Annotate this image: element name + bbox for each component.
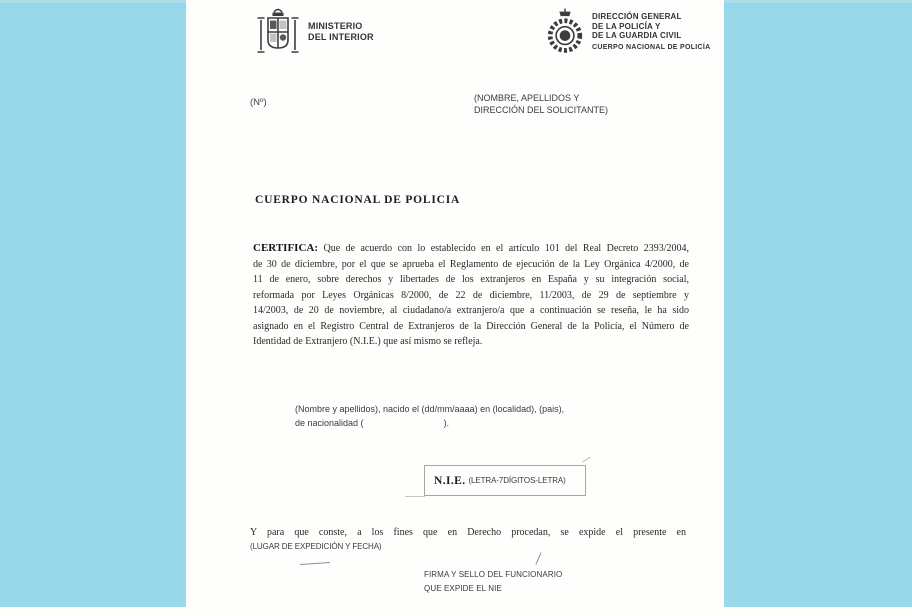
scan-artifact-slash	[535, 552, 541, 564]
police-corps-name: CUERPO NACIONAL DE POLICÍA	[592, 43, 711, 51]
person-details-line1: (Nombre y apellidos), nacido el (dd/mm/aaaa) en (localidad), (pais),	[295, 404, 565, 414]
signature-label	[424, 568, 562, 596]
signature-line2: QUE EXPIDE EL NIE	[424, 584, 502, 593]
nationality-prefix: de nacionalidad (	[295, 417, 364, 428]
certification-line-text: Que de acuerdo con lo establecido en el artículo 101 del Real Decreto 2393/2004,	[323, 243, 690, 254]
place-date-label: (LUGAR DE EXPEDICIÓN Y FECHA)	[250, 542, 382, 551]
ministry-name-line2: DEL INTERIOR	[308, 32, 374, 42]
certification-line: 11 de enero, sobre derechos y libertades de los extranjeros en España y su integración social,	[253, 274, 689, 285]
national-police-badge-icon	[544, 8, 586, 60]
applicant-address-label	[474, 92, 608, 116]
certification-line: Identidad de Extranjero (N.I.E.) que así mismo se refleja.	[253, 336, 483, 347]
scan-artifact-tick	[582, 457, 590, 463]
certification-line: reformada por Leyes Orgánicas 8/2000, de 22 de diciembre, 11/2003, de 29 de septiembre y	[253, 289, 689, 301]
document-title: CUERPO NACIONAL DE POLICIA	[255, 194, 461, 206]
person-details-placeholder	[295, 403, 564, 430]
certification-line	[253, 241, 689, 257]
applicant-address-line2: DIRECCIÓN DEL SOLICITANTE)	[474, 105, 609, 115]
police-directorate-line1: DIRECCIÓN GENERAL	[592, 12, 682, 21]
closing-statement: Y para que conste, a los fines que en Derecho procedan, se expide el presente en	[250, 527, 686, 538]
certification-line: asignado en el Registro Central de Extranjeros de la Dirección General de la Policía, el Número de	[253, 320, 689, 332]
ministry-name	[308, 21, 374, 43]
certifica-label: CERTIFICA:	[253, 242, 319, 254]
nie-box	[424, 465, 586, 496]
reference-number-label: (Nº)	[250, 97, 267, 108]
certification-line: de 30 de diciembre, por el que se aprueba el Reglamento de ejecución de la Ley Orgánica 4/2000, de	[253, 258, 689, 270]
scan-artifact-dash	[300, 562, 330, 565]
police-directorate-line3: DE LA GUARDIA CIVIL	[592, 31, 682, 40]
scan-artifact-line	[405, 496, 425, 497]
nie-format: (LETRA-7DÍGITOS-LETRA)	[468, 476, 566, 485]
signature-line1: FIRMA Y SELLO DEL FUNCIONARIO	[424, 570, 563, 579]
spain-coat-of-arms-icon	[254, 6, 302, 65]
police-directorate-name	[592, 12, 711, 51]
certification-line: 14/2003, de 20 de noviembre, al ciudadano/a extranjero/a que a continuación se reseña, le ha sido	[253, 305, 689, 316]
nie-label: N.I.E.	[434, 474, 466, 487]
nationality-line	[295, 417, 564, 431]
ministry-name-line1: MINISTERIO	[308, 21, 363, 31]
police-directorate-line2: DE LA POLICÍA Y	[592, 21, 661, 31]
certification-paragraph	[253, 241, 689, 350]
document-paper	[186, 0, 724, 616]
nationality-suffix: ).	[443, 417, 450, 428]
applicant-address-line1: (NOMBRE, APELLIDOS Y	[474, 93, 580, 103]
